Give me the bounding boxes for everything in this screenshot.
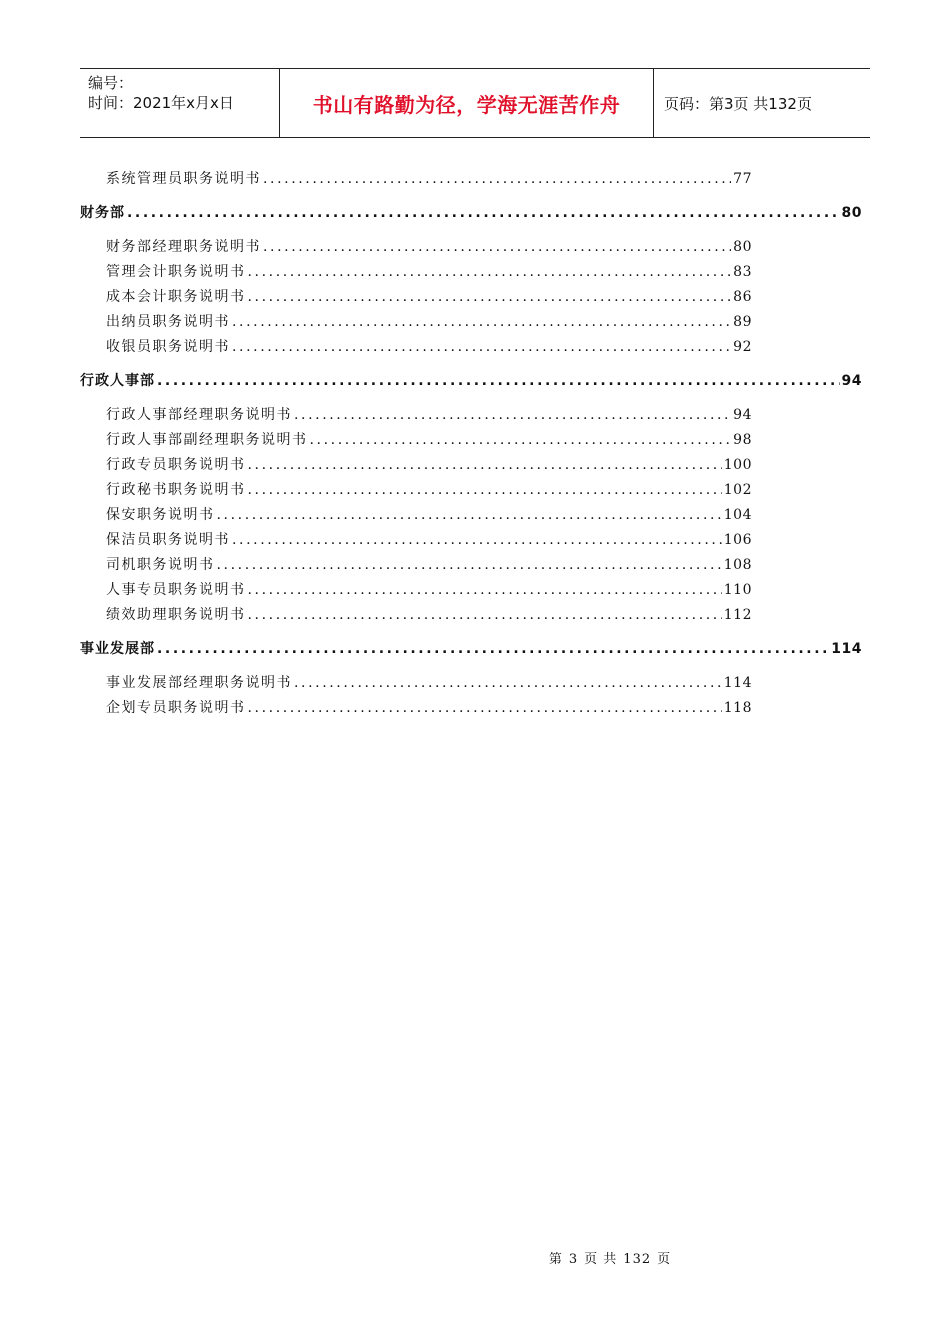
- toc-entry-page: 104: [723, 507, 752, 523]
- toc-dot-leader: [248, 289, 732, 305]
- toc-dot-leader: [263, 239, 731, 255]
- page-footer: [0, 1248, 950, 1267]
- toc-entry-page: 83: [733, 264, 752, 280]
- toc-entry[interactable]: [80, 286, 862, 311]
- toc-dot-leader: [248, 482, 722, 498]
- toc-entry[interactable]: [80, 697, 862, 722]
- toc-dot-leader: [157, 373, 840, 389]
- toc-dot-leader: [127, 205, 840, 221]
- toc-entry-title: 财务部经理职务说明书: [106, 239, 261, 255]
- toc-entry-title: 行政人事部经理职务说明书: [106, 407, 292, 423]
- toc-entry-page: 89: [733, 314, 752, 330]
- toc-dot-leader: [232, 339, 731, 355]
- toc-dot-leader: [232, 532, 722, 548]
- toc-entry[interactable]: [80, 236, 862, 261]
- toc-entry-page: 102: [723, 482, 752, 498]
- toc-entry[interactable]: [80, 579, 862, 604]
- toc-entry-title: 绩效助理职务说明书: [106, 607, 246, 623]
- toc-entry-title: 行政人事部副经理职务说明书: [106, 432, 308, 448]
- toc-entry-title: 保洁员职务说明书: [106, 532, 230, 548]
- toc-entry[interactable]: [80, 604, 862, 629]
- toc-entry[interactable]: [80, 261, 862, 286]
- table-of-contents: [80, 168, 862, 722]
- toc-entry-page: 77: [733, 171, 752, 187]
- toc-dot-leader: [248, 607, 722, 623]
- toc-entry-page: 100: [723, 457, 752, 473]
- toc-entry-title: 出纳员职务说明书: [106, 314, 230, 330]
- toc-entry-page: 114: [831, 641, 862, 657]
- toc-entry-page: 80: [841, 205, 862, 221]
- toc-entry[interactable]: [80, 554, 862, 579]
- toc-entry[interactable]: [80, 336, 862, 361]
- toc-entry-title: 司机职务说明书: [106, 557, 215, 573]
- toc-entry-page: 114: [723, 675, 752, 691]
- toc-dot-leader: [248, 582, 722, 598]
- toc-dot-leader: [310, 432, 732, 448]
- toc-entry[interactable]: [80, 168, 862, 193]
- toc-section-entry[interactable]: [80, 638, 862, 664]
- footer-suffix: 页: [657, 1252, 672, 1267]
- toc-dot-leader: [157, 641, 829, 657]
- header-meta: [80, 69, 280, 137]
- toc-entry-title: 企划专员职务说明书: [106, 700, 246, 716]
- toc-section-entry[interactable]: [80, 370, 862, 396]
- toc-entry-title: 行政专员职务说明书: [106, 457, 246, 473]
- page-header: [80, 68, 870, 138]
- toc-entry[interactable]: [80, 454, 862, 479]
- footer-middle: 页 共: [584, 1252, 618, 1267]
- toc-dot-leader: [263, 171, 731, 187]
- toc-entry-page: 94: [841, 373, 862, 389]
- toc-entry-title: 财务部: [80, 205, 125, 221]
- toc-dot-leader: [232, 314, 731, 330]
- toc-entry[interactable]: [80, 504, 862, 529]
- toc-entry-page: 112: [723, 607, 752, 623]
- footer-prefix: 第: [548, 1252, 563, 1267]
- footer-current-page: 3: [568, 1252, 579, 1267]
- toc-entry[interactable]: [80, 311, 862, 336]
- toc-dot-leader: [248, 457, 722, 473]
- toc-dot-leader: [217, 557, 722, 573]
- toc-entry-page: 92: [733, 339, 752, 355]
- toc-dot-leader: [217, 507, 722, 523]
- toc-entry-page: 80: [733, 239, 752, 255]
- toc-entry-page: 86: [733, 289, 752, 305]
- toc-dot-leader: [294, 675, 722, 691]
- toc-entry-page: 110: [723, 582, 752, 598]
- toc-entry-title: 事业发展部: [80, 641, 155, 657]
- toc-entry-title: 保安职务说明书: [106, 507, 215, 523]
- toc-dot-leader: [294, 407, 731, 423]
- header-motto: 书山有路勤为径，学海无涯苦作舟: [280, 69, 654, 137]
- toc-entry-title: 收银员职务说明书: [106, 339, 230, 355]
- toc-entry-title: 行政人事部: [80, 373, 155, 389]
- header-page-info: 页码：第3页 共132页: [664, 94, 812, 113]
- toc-entry-title: 系统管理员职务说明书: [106, 171, 261, 187]
- toc-section-entry[interactable]: [80, 202, 862, 228]
- toc-entry[interactable]: [80, 479, 862, 504]
- toc-dot-leader: [248, 264, 732, 280]
- toc-entry[interactable]: [80, 672, 862, 697]
- toc-entry[interactable]: [80, 404, 862, 429]
- toc-entry-page: 106: [723, 532, 752, 548]
- toc-entry-page: 118: [723, 700, 752, 716]
- toc-entry-page: 94: [733, 407, 752, 423]
- toc-entry-title: 人事专员职务说明书: [106, 582, 246, 598]
- toc-entry-title: 管理会计职务说明书: [106, 264, 246, 280]
- number-label: 编号：: [88, 74, 134, 92]
- toc-entry-title: 事业发展部经理职务说明书: [106, 675, 292, 691]
- toc-entry-page: 98: [733, 432, 752, 448]
- toc-entry-title: 行政秘书职务说明书: [106, 482, 246, 498]
- toc-entry-title: 成本会计职务说明书: [106, 289, 246, 305]
- toc-entry[interactable]: [80, 429, 862, 454]
- toc-entry-page: 108: [723, 557, 752, 573]
- toc-entry[interactable]: [80, 529, 862, 554]
- toc-dot-leader: [248, 700, 722, 716]
- footer-total-pages: 132: [623, 1252, 652, 1267]
- time-label: 时间：2021年x月x日: [88, 94, 234, 112]
